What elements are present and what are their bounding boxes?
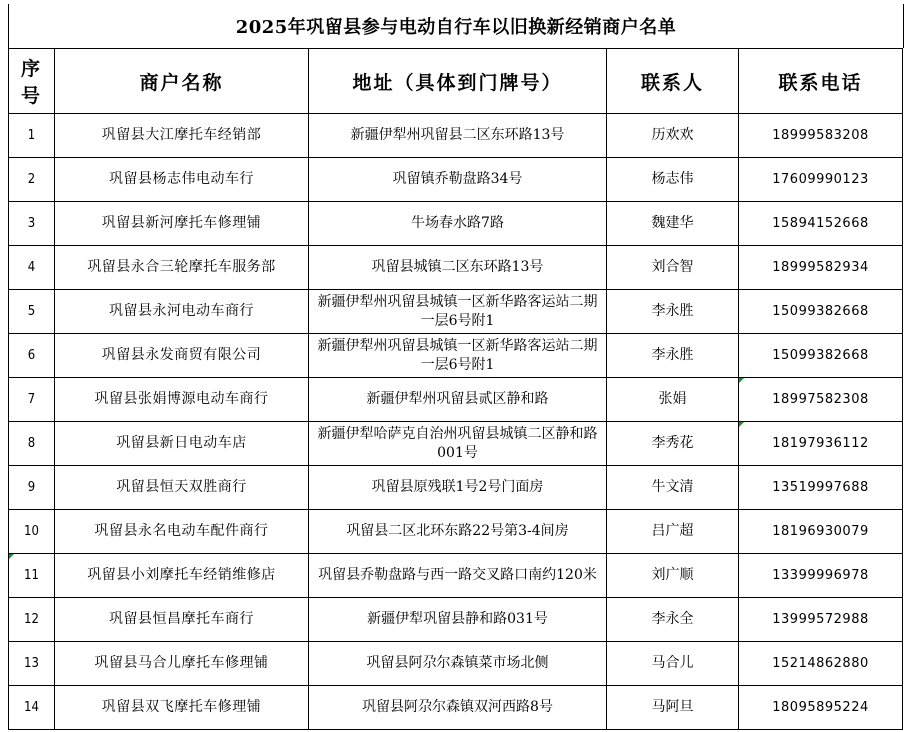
cell-address[interactable]: 牛场春水路7路 (309, 202, 607, 246)
table-row (9, 114, 903, 158)
cell-index[interactable]: 6 (9, 334, 55, 378)
cell-index[interactable]: 12 (9, 598, 55, 642)
table-row (9, 510, 903, 554)
cell-contact[interactable]: 历欢欢 (607, 114, 739, 158)
cell-contact[interactable]: 马合儿 (607, 642, 739, 686)
cell-phone[interactable]: 18999583208 (739, 114, 903, 158)
row-gutter (0, 0, 8, 732)
cell-phone[interactable]: 18999582934 (739, 246, 903, 290)
cell-phone[interactable]: 18095895224 (739, 686, 903, 730)
cell-index[interactable]: 11 (9, 554, 55, 598)
table-row (9, 290, 903, 334)
cell-address[interactable]: 巩留县城镇二区东环路13号 (309, 246, 607, 290)
cell-index[interactable]: 2 (9, 158, 55, 202)
cell-address[interactable]: 新疆伊犁州巩留县二区东环路13号 (309, 114, 607, 158)
header-phone[interactable]: 联系电话 (739, 49, 903, 114)
cell-phone[interactable]: 18197936112 (739, 422, 903, 466)
table-row (9, 598, 903, 642)
cell-contact[interactable]: 李永胜 (607, 334, 739, 378)
cell-merchant[interactable]: 巩留县小刘摩托车经销维修店 (55, 554, 309, 598)
table-row (9, 378, 903, 422)
cell-phone[interactable]: 18196930079 (739, 510, 903, 554)
cell-merchant[interactable]: 巩留县杨志伟电动车行 (55, 158, 309, 202)
cell-contact[interactable]: 牛文清 (607, 466, 739, 510)
cell-address[interactable]: 巩留县阿尕尔森镇双河西路8号 (309, 686, 607, 730)
table-row (9, 158, 903, 202)
cell-contact[interactable]: 马阿旦 (607, 686, 739, 730)
cell-merchant[interactable]: 巩留县永发商贸有限公司 (55, 334, 309, 378)
cell-index[interactable]: 7 (9, 378, 55, 422)
cell-contact[interactable]: 李秀花 (607, 422, 739, 466)
cell-address[interactable]: 新疆伊犁州巩留县城镇一区新华路客运站二期一层6号附1 (309, 290, 607, 334)
cell-contact[interactable]: 刘合智 (607, 246, 739, 290)
cell-merchant[interactable]: 巩留县双飞摩托车修理铺 (55, 686, 309, 730)
cell-merchant[interactable]: 巩留县永合三轮摩托车服务部 (55, 246, 309, 290)
cell-merchant[interactable]: 巩留县永名电动车配件商行 (55, 510, 309, 554)
cell-index[interactable]: 3 (9, 202, 55, 246)
cell-contact[interactable]: 李永全 (607, 598, 739, 642)
cell-address[interactable]: 新疆伊犁巩留县静和路031号 (309, 598, 607, 642)
table-row (9, 422, 903, 466)
cell-contact[interactable]: 李永胜 (607, 290, 739, 334)
cell-contact[interactable]: 刘广顺 (607, 554, 739, 598)
cell-phone[interactable]: 15214862880 (739, 642, 903, 686)
cell-merchant[interactable]: 巩留县新日电动车店 (55, 422, 309, 466)
merchant-table (8, 48, 903, 730)
cell-index[interactable]: 14 (9, 686, 55, 730)
cell-index[interactable]: 9 (9, 466, 55, 510)
cell-address[interactable]: 新疆伊犁州巩留县贰区静和路 (309, 378, 607, 422)
sheet-title[interactable]: 2025年巩留县参与电动自行车以旧换新经销商户名单 (8, 4, 904, 48)
cell-index[interactable]: 4 (9, 246, 55, 290)
cell-merchant[interactable]: 巩留县恒昌摩托车商行 (55, 598, 309, 642)
cell-phone[interactable]: 15894152668 (739, 202, 903, 246)
cell-phone[interactable]: 13399996978 (739, 554, 903, 598)
cell-index[interactable]: 8 (9, 422, 55, 466)
cell-merchant[interactable]: 巩留县张娟博源电动车商行 (55, 378, 309, 422)
cell-address[interactable]: 巩留县阿尕尔森镇菜市场北侧 (309, 642, 607, 686)
cell-phone[interactable]: 17609990123 (739, 158, 903, 202)
table-row (9, 202, 903, 246)
cell-phone[interactable]: 15099382668 (739, 290, 903, 334)
cell-index[interactable]: 10 (9, 510, 55, 554)
header-merchant[interactable]: 商户名称 (55, 49, 309, 114)
header-address[interactable]: 地址（具体到门牌号） (309, 49, 607, 114)
cell-address[interactable]: 巩留镇乔勒盘路34号 (309, 158, 607, 202)
cell-contact[interactable]: 杨志伟 (607, 158, 739, 202)
cell-address[interactable]: 新疆伊犁州巩留县城镇一区新华路客运站二期一层6号附1 (309, 334, 607, 378)
table-row (9, 554, 903, 598)
cell-address[interactable]: 巩留县乔勒盘路与西一路交叉路口南约120米 (309, 554, 607, 598)
cell-merchant[interactable]: 巩留县恒天双胜商行 (55, 466, 309, 510)
cell-merchant[interactable]: 巩留县大江摩托车经销部 (55, 114, 309, 158)
cell-address[interactable]: 巩留县原残联1号2号门面房 (309, 466, 607, 510)
cell-phone[interactable]: 13519997688 (739, 466, 903, 510)
cell-merchant[interactable]: 巩留县永河电动车商行 (55, 290, 309, 334)
cell-address[interactable]: 新疆伊犁哈萨克自治州巩留县城镇二区静和路001号 (309, 422, 607, 466)
cell-index[interactable]: 13 (9, 642, 55, 686)
cell-contact[interactable]: 张娟 (607, 378, 739, 422)
header-contact[interactable]: 联系人 (607, 49, 739, 114)
cell-index[interactable]: 1 (9, 114, 55, 158)
cell-contact[interactable]: 魏建华 (607, 202, 739, 246)
cell-contact[interactable]: 吕广超 (607, 510, 739, 554)
table-row (9, 334, 903, 378)
cell-phone[interactable]: 13999572988 (739, 598, 903, 642)
cell-address[interactable]: 巩留县二区北环东路22号第3-4间房 (309, 510, 607, 554)
table-row (9, 686, 903, 730)
cell-merchant[interactable]: 巩留县新河摩托车修理铺 (55, 202, 309, 246)
cell-phone[interactable]: 18997582308 (739, 378, 903, 422)
table-row (9, 642, 903, 686)
table-row (9, 246, 903, 290)
cell-index[interactable]: 5 (9, 290, 55, 334)
table-row (9, 466, 903, 510)
cell-phone[interactable]: 15099382668 (739, 334, 903, 378)
header-row (9, 49, 903, 114)
header-index[interactable]: 序号 (9, 49, 55, 114)
cell-merchant[interactable]: 巩留县马合儿摩托车修理铺 (55, 642, 309, 686)
